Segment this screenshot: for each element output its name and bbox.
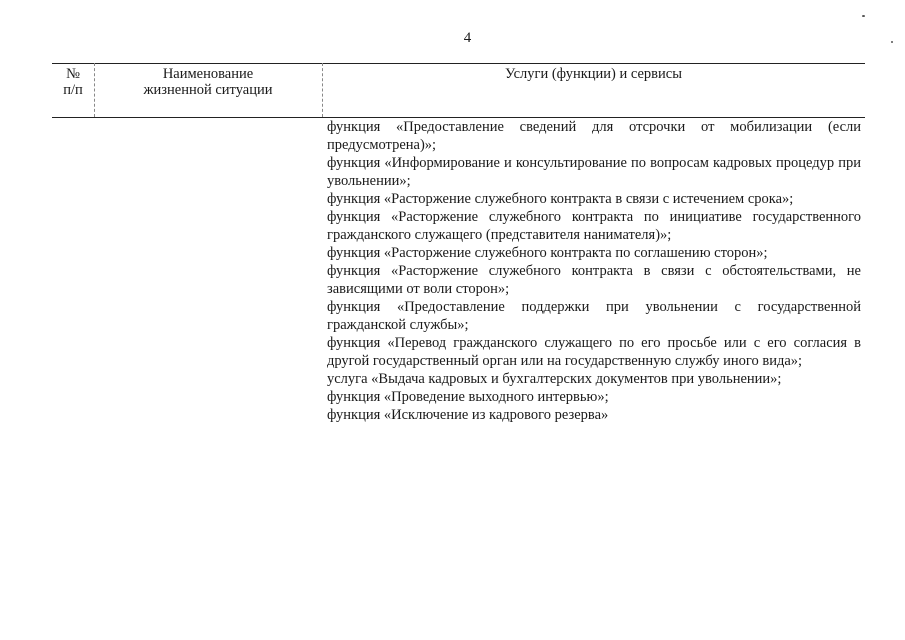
service-item: функция «Расторжение служебного контракта по инициативе государственного гражданского служащего (представителя нанимателя)»; [327, 209, 861, 243]
header-services: Услуги (функции) и сервисы [505, 66, 682, 82]
service-item: функция «Расторжение служебного контракта в связи с истечением срока»; [327, 191, 794, 207]
header-life-situation [94, 66, 322, 98]
header-life-situation-text: Наименование жизненной ситуации [143, 66, 273, 98]
header-number [52, 66, 94, 98]
service-item: функция «Проведение выходного интервью»; [327, 389, 609, 405]
service-item: функция «Расторжение служебного контракта в связи с обстоятельствами, не зависящими от воли сторон»; [327, 263, 861, 297]
service-item: функция «Предоставление сведений для отсрочки от мобилизации (если предусмотрена)»; [327, 119, 861, 153]
scan-speck [891, 41, 893, 43]
service-item: функция «Предоставление поддержки при увольнении с государственной гражданской службы»; [327, 299, 861, 333]
header-number-text: № п/п [63, 66, 83, 98]
table-top-border [52, 63, 865, 64]
service-item: функция «Расторжение служебного контракта по соглашению сторон»; [327, 245, 768, 261]
service-item: функция «Исключение из кадрового резерва» [327, 407, 609, 423]
services-list [327, 118, 861, 424]
scan-speck [862, 15, 865, 17]
page-number: 4 [463, 30, 472, 46]
service-item: функция «Перевод гражданского служащего по его просьбе или с его согласия в другой государственный орган или на государственную службу иного вида»; [327, 335, 861, 369]
service-item: функция «Информирование и консультирование по вопросам кадровых процедур при увольнении»; [327, 155, 861, 189]
service-item: услуга «Выдача кадровых и бухгалтерских документов при увольнении»; [327, 371, 782, 387]
